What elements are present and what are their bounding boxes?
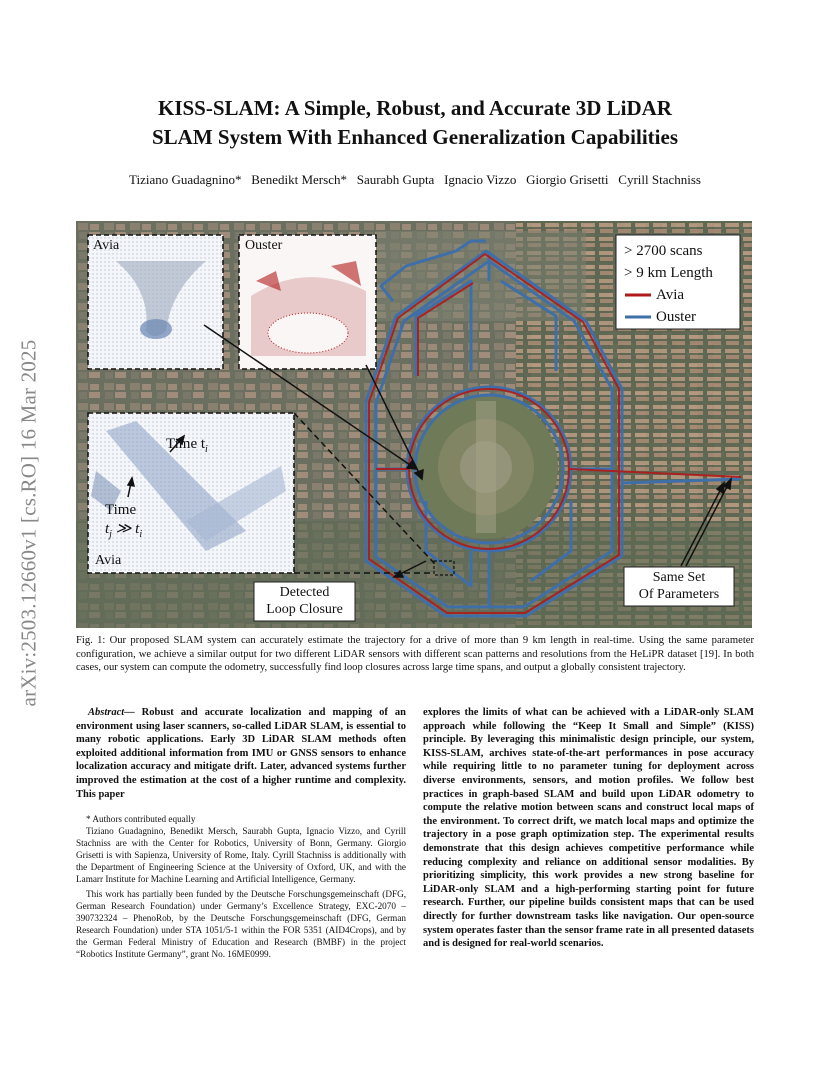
inset-avia-label: Avia — [93, 238, 120, 253]
right-column — [423, 706, 754, 951]
time-tj-var: t — [105, 521, 110, 537]
time-tj-rel-sub: i — [139, 529, 143, 540]
figure-1 — [76, 221, 752, 628]
inset-avia-top — [88, 235, 223, 369]
arxiv-identifier: arXiv:2503.12660v1 [cs.RO] 16 Mar 2025 — [16, 339, 41, 707]
abstract-left — [76, 706, 406, 801]
left-column — [76, 706, 406, 960]
abstract-left-text: — Robust and accurate localization and mapping of an environment using laser scanners, so-called LiDAR SLAM, is essential to many robotic applications. Early 3D LiDAR SLAM methods often exploited additional information from IMU or GNSS sensors to enhance localization accuracy and mitigate drift. Later, advanced systems further improved the estimation at the cost of a higher runtime and complexity. This paper — [76, 707, 406, 800]
figure-caption: Fig. 1: Our proposed SLAM system can accurately estimate the trajectory for a drive of more than 9 km length in real-time. Using the same parameter configuration, we achieve a similar output for two different LiDAR sensors with different scan patterns and resolutions from the HeLiPR dataset [19]. In both cases, our system can compute the odometry, successfully find loop closures across large time spans, and output a globally consistent trajectory. — [76, 635, 754, 674]
author-list: Tiziano Guadagnino* Benedikt Mersch* Saurabh Gupta Ignacio Vizzo Giorgio Grisetti Cyrill Stachniss — [129, 172, 701, 187]
footnote-equal: * Authors contributed equally — [86, 814, 196, 825]
time-tj-text: Time — [105, 502, 137, 518]
inset-ouster — [239, 235, 376, 369]
abstract-label: Abstract — [88, 707, 125, 718]
time-ti-label — [166, 436, 208, 455]
time-tj-label — [105, 501, 142, 544]
detected-line-1: Detected — [279, 585, 330, 600]
detected-line-2: Loop Closure — [266, 602, 343, 617]
footnote-funding: This work has partially been funded by the Deutsche Forschungsgemeinschaft (DFG, German Research Foundation) under Germany’s Excellence Strategy, EXC-2070 – 390732324 – PhenoRob, by the Deutsche Forschungsgemeinschaft (DFG, German Research Foundation) under STA 1051/5-1 within the FOR 5351 (AID4Crops), and by the German Federal Ministry of Education and Research (BMBF) in the project “Robotics Institute Germany”, grant No. 16ME0999. — [76, 889, 406, 960]
time-tj-expr — [105, 520, 142, 544]
legend-avia: Avia — [656, 287, 685, 303]
title-line-1: KISS-SLAM: A Simple, Robust, and Accurate 3D LiDAR — [158, 96, 672, 120]
params-line-1: Same Set — [652, 570, 706, 585]
title-line-2: SLAM System With Enhanced Generalization Capabilities — [151, 125, 678, 149]
time-tj-var-sub: j — [109, 529, 112, 540]
abstract-right: explores the limits of what can be achieved with a LiDAR-only SLAM approach while following the “Keep It Small and Simple” (KISS) principle. By leveraging this minimalistic design principle, our system, KISS-SLAM, archives state-of-the-art performances in pose accuracy while requiring little to no parameter tuning for deployment across diverse environments, sensors, and motion profiles. We follow best practices in graph-based SLAM and build upon LiDAR odometry to compute the relative motion between scans and construct local maps of the environment. To correct drift, we match local maps and optimize the trajectory in a pose graph optimization step. The experimental results demonstrate that this design achieves competitive performance while reducing complexity and reliance on additional sensor modalities. By prioritizing simplicity, this work provides a new strong baseline for LiDAR-only SLAM and a high-performing starting point for future research. Further, our pipeline builds consistent maps that can be used directly for further downstream tasks like navigation. Our open-source system operates faster than the sensor frame rate in all presented datasets and is designed for real-world scenarios. — [423, 707, 754, 950]
params-line-2: Of Parameters — [638, 587, 720, 602]
inset-loop-avia-label — [95, 553, 121, 569]
time-ti-text: Time t — [166, 436, 206, 452]
legend-length: > 9 km Length — [624, 265, 713, 281]
arxiv-sidebar — [18, 283, 40, 763]
legend-text — [624, 240, 713, 328]
legend-scans: > 2700 scans — [624, 243, 703, 259]
inset-loop-avia-text: Avia — [95, 553, 122, 568]
time-ti-sub: i — [205, 444, 208, 455]
same-params-label — [624, 569, 734, 603]
paper-title — [90, 94, 740, 152]
park-path — [476, 401, 496, 533]
time-tj-rel: ≫ t — [111, 521, 140, 537]
detected-loop-label — [254, 584, 355, 618]
footnote-affiliations: Tiziano Guadagnino, Benedikt Mersch, Saurabh Gupta, Ignacio Vizzo, and Cyrill Stachniss are with the Center for Robotics, University of Bonn, Germany. Giorgio Grisetti is with Sapienza, University of Rome, Italy. Cyrill Stachniss is additionally with the Department of Engineering Science at the University of Oxford, UK, and with the Lamarr Institute for Machine Learning and Artificial Intelligence, Germany. — [76, 826, 406, 885]
inset-ouster-label: Ouster — [245, 238, 283, 253]
legend-ouster: Ouster — [656, 309, 696, 325]
